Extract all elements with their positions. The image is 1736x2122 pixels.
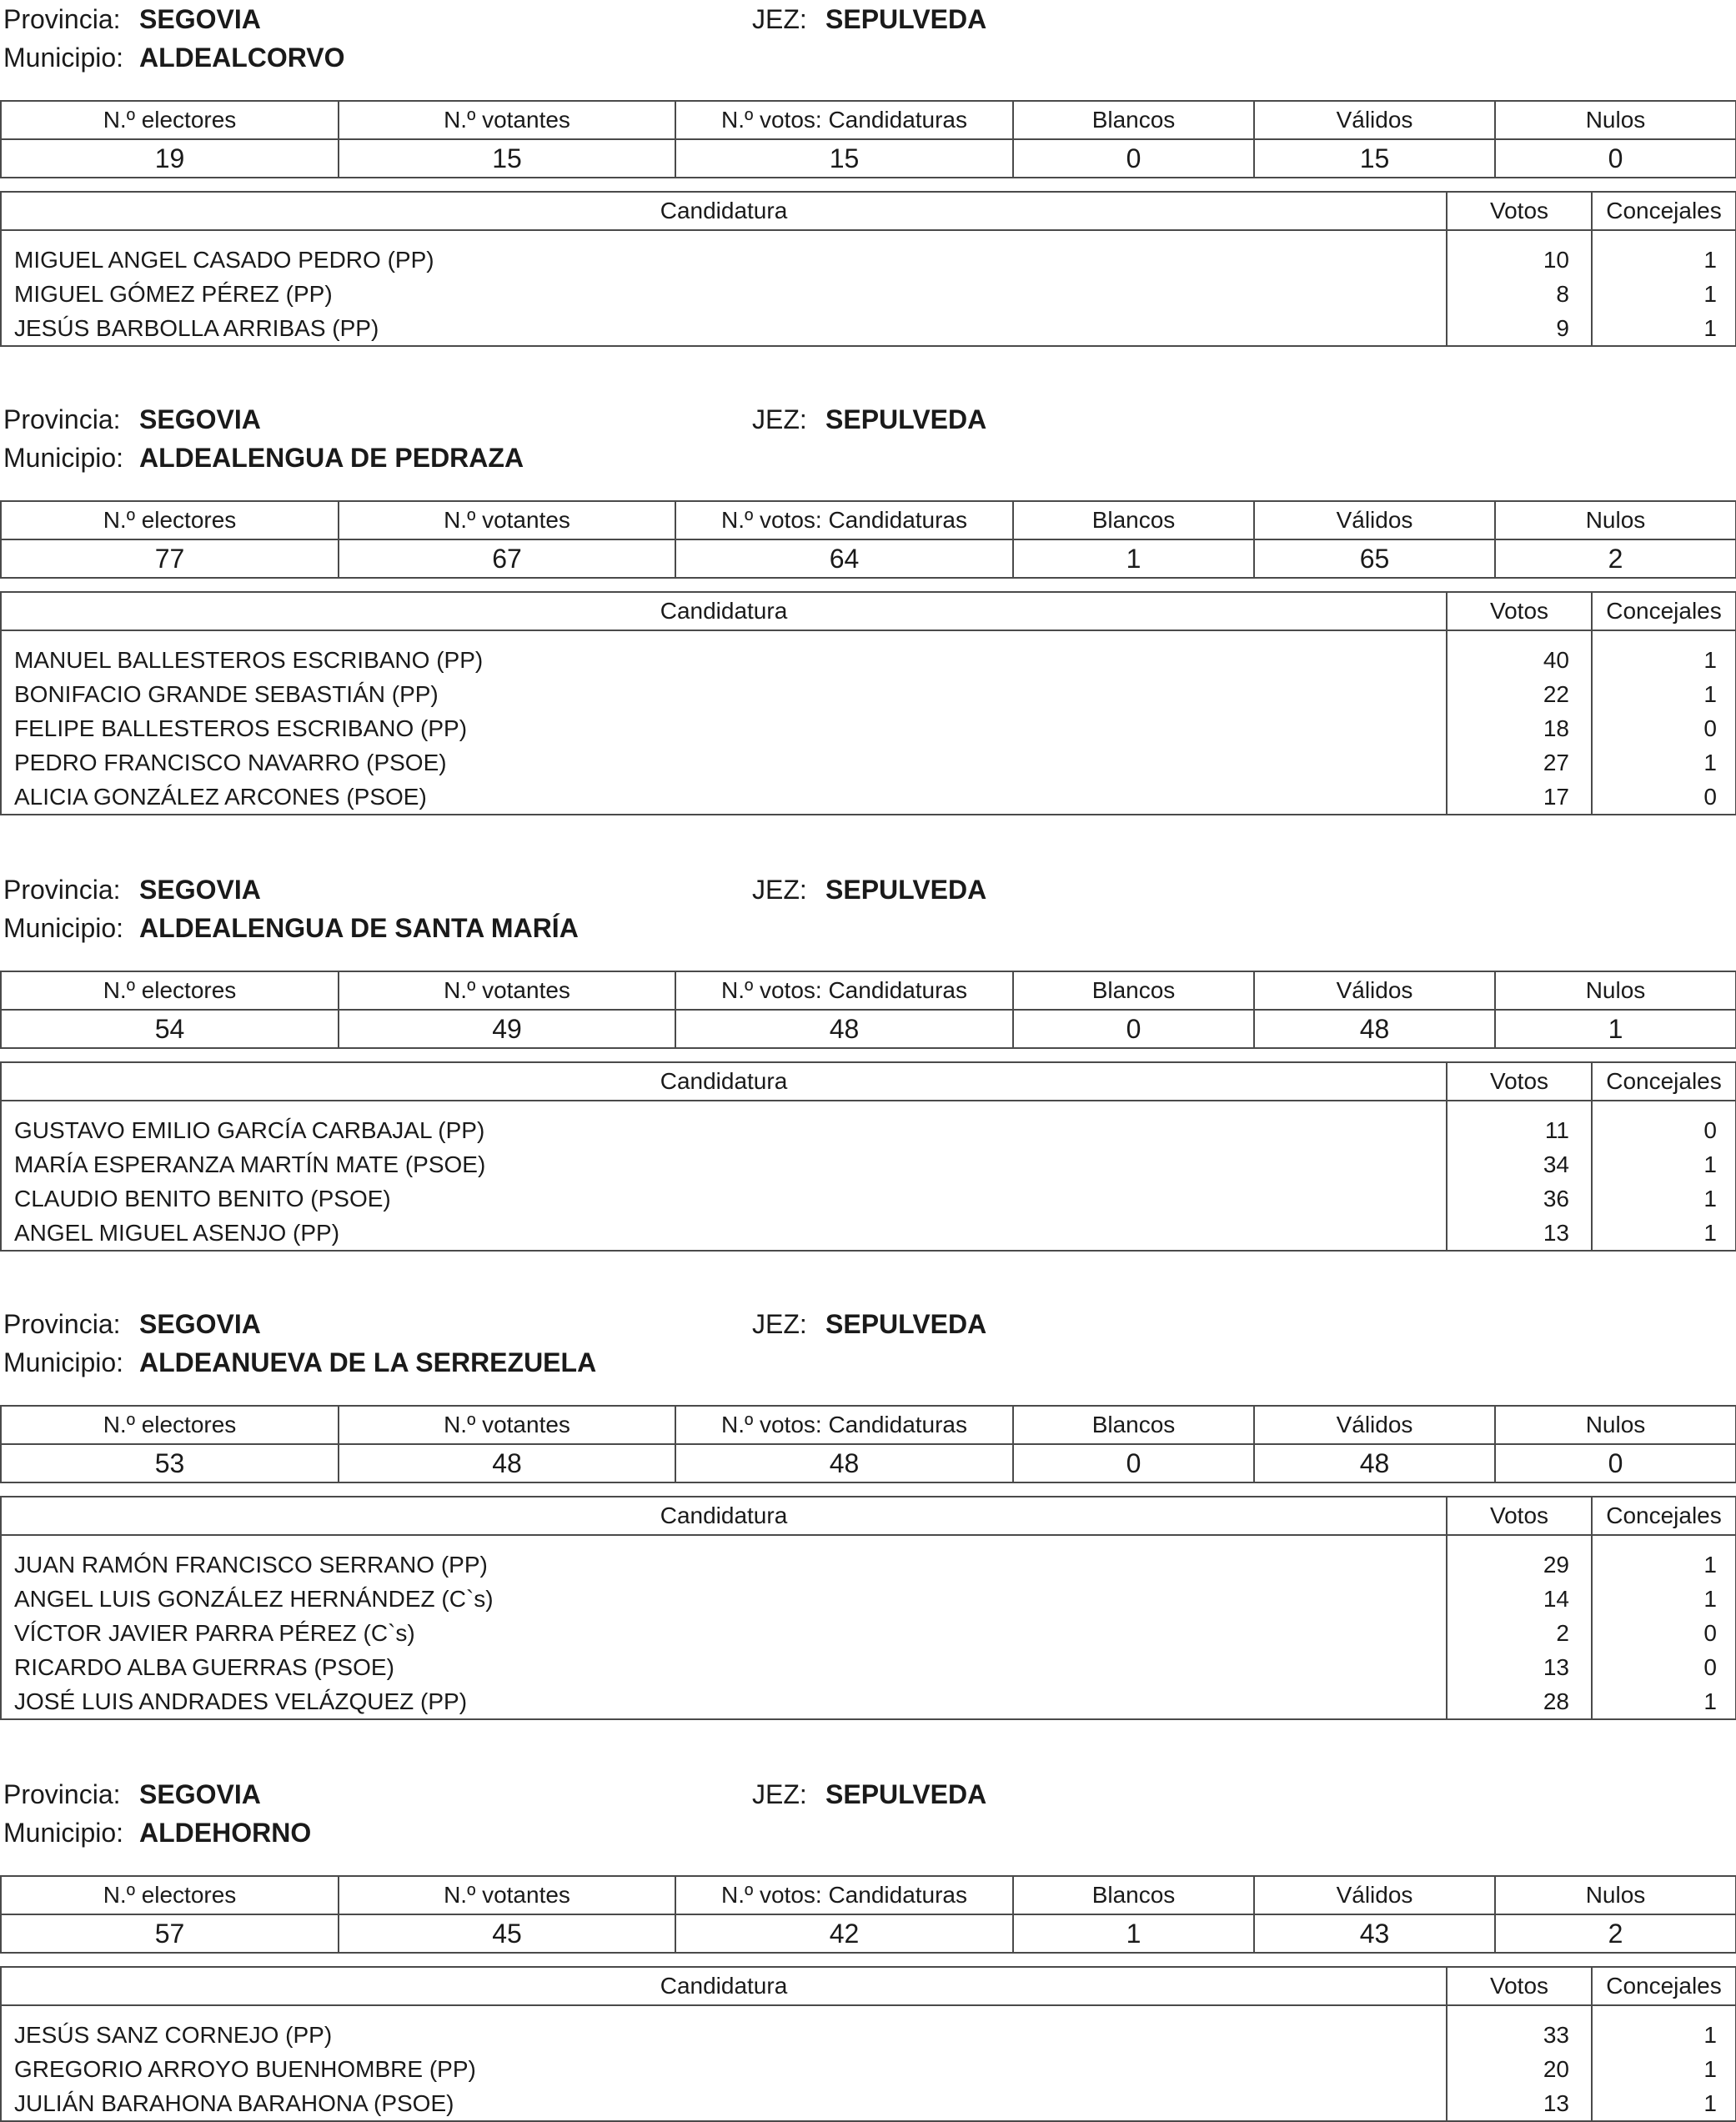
table-row bbox=[1, 2005, 1736, 2052]
votos-header: Votos bbox=[1447, 1967, 1592, 2005]
stats-values-row bbox=[1, 539, 1736, 578]
stats-values-row bbox=[1, 1010, 1736, 1048]
candidate-concejales: 1 bbox=[1592, 745, 1736, 780]
municipio-value: ALDEHORNO bbox=[139, 1818, 312, 1848]
stats-table bbox=[0, 1405, 1736, 1483]
nulos-value: 2 bbox=[1495, 539, 1736, 578]
candidate-votos: 13 bbox=[1447, 1216, 1592, 1251]
table-row bbox=[1, 1684, 1736, 1719]
electores-value: 77 bbox=[1, 539, 339, 578]
validos-header: Válidos bbox=[1254, 1406, 1495, 1444]
validos-header: Válidos bbox=[1254, 501, 1495, 539]
provincia-label: Provincia: bbox=[3, 4, 121, 34]
candidate-votos: 8 bbox=[1447, 277, 1592, 311]
candidatura-header: Candidatura bbox=[1, 1967, 1447, 2005]
municipio-label: Municipio: bbox=[3, 1818, 124, 1848]
stats-header-row bbox=[1, 1406, 1736, 1444]
candidate-concejales: 1 bbox=[1592, 311, 1736, 346]
candidate-votos: 13 bbox=[1447, 2086, 1592, 2121]
electores-header: N.º electores bbox=[1, 101, 339, 139]
votos-candidaturas-header: N.º votos: Candidaturas bbox=[675, 1876, 1013, 1914]
candidate-concejales: 1 bbox=[1592, 1147, 1736, 1181]
jez-label: JEZ: bbox=[752, 1309, 807, 1339]
provincia-row bbox=[0, 400, 1736, 439]
provincia-value: SEGOVIA bbox=[139, 4, 261, 34]
provincia-label: Provincia: bbox=[3, 1309, 121, 1339]
table-row bbox=[1, 1616, 1736, 1650]
stats-header-row bbox=[1, 1876, 1736, 1914]
candidate-name: ANGEL LUIS GONZÁLEZ HERNÁNDEZ (C`s) bbox=[1, 1582, 1447, 1616]
candidate-votos: 13 bbox=[1447, 1650, 1592, 1684]
candidate-name: MIGUEL ANGEL CASADO PEDRO (PP) bbox=[1, 230, 1447, 277]
votos-header: Votos bbox=[1447, 192, 1592, 230]
votantes-header: N.º votantes bbox=[339, 971, 675, 1010]
table-row bbox=[1, 1582, 1736, 1616]
validos-header: Válidos bbox=[1254, 1876, 1495, 1914]
candidates-table bbox=[0, 1496, 1736, 1720]
blancos-header: Blancos bbox=[1013, 971, 1254, 1010]
stats-values-row bbox=[1, 1914, 1736, 1953]
candidate-votos: 20 bbox=[1447, 2052, 1592, 2086]
candidate-concejales: 1 bbox=[1592, 630, 1736, 677]
validos-value: 48 bbox=[1254, 1444, 1495, 1482]
blancos-value: 1 bbox=[1013, 539, 1254, 578]
validos-value: 65 bbox=[1254, 539, 1495, 578]
validos-value: 15 bbox=[1254, 139, 1495, 178]
candidate-name: VÍCTOR JAVIER PARRA PÉREZ (C`s) bbox=[1, 1616, 1447, 1650]
candidate-name: JESÚS SANZ CORNEJO (PP) bbox=[1, 2005, 1447, 2052]
table-row bbox=[1, 277, 1736, 311]
votantes-value: 49 bbox=[339, 1010, 675, 1048]
candidate-name: BONIFACIO GRANDE SEBASTIÁN (PP) bbox=[1, 677, 1447, 711]
candidate-name: ALICIA GONZÁLEZ ARCONES (PSOE) bbox=[1, 780, 1447, 815]
table-row bbox=[1, 1101, 1736, 1147]
candidate-concejales: 1 bbox=[1592, 1535, 1736, 1582]
jez-value: SEPULVEDA bbox=[825, 4, 987, 34]
candidates-table bbox=[0, 1966, 1736, 2122]
jez-label: JEZ: bbox=[752, 404, 807, 434]
votantes-header: N.º votantes bbox=[339, 101, 675, 139]
blancos-header: Blancos bbox=[1013, 101, 1254, 139]
candidatura-header: Candidatura bbox=[1, 1497, 1447, 1535]
candidate-name: MIGUEL GÓMEZ PÉREZ (PP) bbox=[1, 277, 1447, 311]
candidate-name: JOSÉ LUIS ANDRADES VELÁZQUEZ (PP) bbox=[1, 1684, 1447, 1719]
table-row bbox=[1, 311, 1736, 346]
candidate-votos: 9 bbox=[1447, 311, 1592, 346]
candidate-votos: 34 bbox=[1447, 1147, 1592, 1181]
jez-value: SEPULVEDA bbox=[825, 1779, 987, 1809]
candidate-concejales: 0 bbox=[1592, 780, 1736, 815]
concejales-header: Concejales bbox=[1592, 1497, 1736, 1535]
candidate-concejales: 0 bbox=[1592, 1101, 1736, 1147]
table-row bbox=[1, 2086, 1736, 2121]
jez-value: SEPULVEDA bbox=[825, 404, 987, 434]
candidate-concejales: 1 bbox=[1592, 2005, 1736, 2052]
candidate-votos: 27 bbox=[1447, 745, 1592, 780]
candidate-votos: 10 bbox=[1447, 230, 1592, 277]
municipio-row bbox=[0, 1813, 1736, 1852]
votantes-value: 48 bbox=[339, 1444, 675, 1482]
candidate-concejales: 1 bbox=[1592, 677, 1736, 711]
candidate-votos: 33 bbox=[1447, 2005, 1592, 2052]
candidate-votos: 36 bbox=[1447, 1181, 1592, 1216]
municipio-value: ALDEALENGUA DE SANTA MARÍA bbox=[139, 913, 579, 943]
jez-label: JEZ: bbox=[752, 1779, 807, 1809]
candidate-name: JUAN RAMÓN FRANCISCO SERRANO (PP) bbox=[1, 1535, 1447, 1582]
municipio-row bbox=[0, 38, 1736, 77]
candidate-votos: 17 bbox=[1447, 780, 1592, 815]
jez-label: JEZ: bbox=[752, 875, 807, 905]
validos-value: 48 bbox=[1254, 1010, 1495, 1048]
municipio-value: ALDEALENGUA DE PEDRAZA bbox=[139, 443, 524, 473]
municipio-label: Municipio: bbox=[3, 913, 124, 943]
provincia-label: Provincia: bbox=[3, 404, 121, 434]
blancos-value: 0 bbox=[1013, 139, 1254, 178]
blancos-header: Blancos bbox=[1013, 1406, 1254, 1444]
validos-header: Válidos bbox=[1254, 101, 1495, 139]
votos-candidaturas-value: 15 bbox=[675, 139, 1013, 178]
stats-header-row bbox=[1, 971, 1736, 1010]
blancos-header: Blancos bbox=[1013, 501, 1254, 539]
blancos-value: 0 bbox=[1013, 1010, 1254, 1048]
nulos-header: Nulos bbox=[1495, 501, 1736, 539]
stats-table bbox=[0, 500, 1736, 579]
candidate-concejales: 1 bbox=[1592, 1181, 1736, 1216]
municipio-value: ALDEANUEVA DE LA SERREZUELA bbox=[139, 1347, 597, 1377]
votos-header: Votos bbox=[1447, 1062, 1592, 1101]
votantes-header: N.º votantes bbox=[339, 1876, 675, 1914]
candidates-header-row bbox=[1, 1062, 1736, 1101]
table-row bbox=[1, 230, 1736, 277]
candidates-header-row bbox=[1, 592, 1736, 630]
candidate-concejales: 0 bbox=[1592, 1650, 1736, 1684]
votos-candidaturas-value: 48 bbox=[675, 1444, 1013, 1482]
blancos-header: Blancos bbox=[1013, 1876, 1254, 1914]
candidate-concejales: 1 bbox=[1592, 2052, 1736, 2086]
stats-table bbox=[0, 971, 1736, 1049]
votos-header: Votos bbox=[1447, 592, 1592, 630]
candidate-name: GREGORIO ARROYO BUENHOMBRE (PP) bbox=[1, 2052, 1447, 2086]
validos-value: 43 bbox=[1254, 1914, 1495, 1953]
stats-values-row bbox=[1, 139, 1736, 178]
candidate-votos: 2 bbox=[1447, 1616, 1592, 1650]
stats-header-row bbox=[1, 101, 1736, 139]
votos-candidaturas-header: N.º votos: Candidaturas bbox=[675, 1406, 1013, 1444]
validos-header: Válidos bbox=[1254, 971, 1495, 1010]
table-row bbox=[1, 1216, 1736, 1251]
candidate-name: PEDRO FRANCISCO NAVARRO (PSOE) bbox=[1, 745, 1447, 780]
municipio-row bbox=[0, 439, 1736, 477]
nulos-header: Nulos bbox=[1495, 971, 1736, 1010]
votos-candidaturas-value: 48 bbox=[675, 1010, 1013, 1048]
municipio-label: Municipio: bbox=[3, 443, 124, 473]
candidate-votos: 28 bbox=[1447, 1684, 1592, 1719]
votantes-value: 15 bbox=[339, 139, 675, 178]
candidates-table bbox=[0, 591, 1736, 815]
table-row bbox=[1, 711, 1736, 745]
concejales-header: Concejales bbox=[1592, 592, 1736, 630]
stats-header-row bbox=[1, 501, 1736, 539]
candidate-name: CLAUDIO BENITO BENITO (PSOE) bbox=[1, 1181, 1447, 1216]
nulos-value: 2 bbox=[1495, 1914, 1736, 1953]
votos-candidaturas-header: N.º votos: Candidaturas bbox=[675, 101, 1013, 139]
provincia-label: Provincia: bbox=[3, 875, 121, 905]
table-row bbox=[1, 1535, 1736, 1582]
candidate-name: GUSTAVO EMILIO GARCÍA CARBAJAL (PP) bbox=[1, 1101, 1447, 1147]
municipio-label: Municipio: bbox=[3, 43, 124, 73]
jez-label: JEZ: bbox=[752, 4, 807, 34]
candidate-name: RICARDO ALBA GUERRAS (PSOE) bbox=[1, 1650, 1447, 1684]
municipio-row bbox=[0, 1343, 1736, 1382]
nulos-header: Nulos bbox=[1495, 1876, 1736, 1914]
provincia-row bbox=[0, 1305, 1736, 1343]
electores-header: N.º electores bbox=[1, 971, 339, 1010]
provincia-value: SEGOVIA bbox=[139, 1779, 261, 1809]
candidates-header-row bbox=[1, 192, 1736, 230]
votos-candidaturas-header: N.º votos: Candidaturas bbox=[675, 971, 1013, 1010]
candidate-concejales: 1 bbox=[1592, 1582, 1736, 1616]
provincia-value: SEGOVIA bbox=[139, 1309, 261, 1339]
municipio-value: ALDEALCORVO bbox=[139, 43, 345, 73]
votos-header: Votos bbox=[1447, 1497, 1592, 1535]
municipio-label: Municipio: bbox=[3, 1347, 124, 1377]
votantes-value: 45 bbox=[339, 1914, 675, 1953]
electores-value: 53 bbox=[1, 1444, 339, 1482]
table-row bbox=[1, 677, 1736, 711]
electores-value: 19 bbox=[1, 139, 339, 178]
candidate-votos: 29 bbox=[1447, 1535, 1592, 1582]
candidate-name: JESÚS BARBOLLA ARRIBAS (PP) bbox=[1, 311, 1447, 346]
provincia-row bbox=[0, 1775, 1736, 1813]
table-row bbox=[1, 745, 1736, 780]
stats-table bbox=[0, 1875, 1736, 1954]
candidatura-header: Candidatura bbox=[1, 192, 1447, 230]
provincia-value: SEGOVIA bbox=[139, 404, 261, 434]
candidate-concejales: 1 bbox=[1592, 1216, 1736, 1251]
candidatura-header: Candidatura bbox=[1, 1062, 1447, 1101]
candidate-votos: 22 bbox=[1447, 677, 1592, 711]
votos-candidaturas-value: 64 bbox=[675, 539, 1013, 578]
votantes-header: N.º votantes bbox=[339, 501, 675, 539]
candidate-name: FELIPE BALLESTEROS ESCRIBANO (PP) bbox=[1, 711, 1447, 745]
stats-values-row bbox=[1, 1444, 1736, 1482]
candidate-concejales: 1 bbox=[1592, 2086, 1736, 2121]
electores-header: N.º electores bbox=[1, 501, 339, 539]
blancos-value: 0 bbox=[1013, 1444, 1254, 1482]
candidate-concejales: 1 bbox=[1592, 1684, 1736, 1719]
table-row bbox=[1, 780, 1736, 815]
jez-value: SEPULVEDA bbox=[825, 1309, 987, 1339]
stats-table bbox=[0, 100, 1736, 178]
candidates-table bbox=[0, 1061, 1736, 1252]
votantes-header: N.º votantes bbox=[339, 1406, 675, 1444]
electores-header: N.º electores bbox=[1, 1406, 339, 1444]
candidatura-header: Candidatura bbox=[1, 592, 1447, 630]
candidate-votos: 14 bbox=[1447, 1582, 1592, 1616]
candidate-concejales: 1 bbox=[1592, 230, 1736, 277]
votantes-value: 67 bbox=[339, 539, 675, 578]
nulos-value: 0 bbox=[1495, 139, 1736, 178]
candidate-concejales: 0 bbox=[1592, 1616, 1736, 1650]
concejales-header: Concejales bbox=[1592, 1062, 1736, 1101]
electores-header: N.º electores bbox=[1, 1876, 339, 1914]
municipio-row bbox=[0, 909, 1736, 947]
candidates-header-row bbox=[1, 1967, 1736, 2005]
table-row bbox=[1, 1650, 1736, 1684]
candidates-header-row bbox=[1, 1497, 1736, 1535]
table-row bbox=[1, 1181, 1736, 1216]
candidate-votos: 11 bbox=[1447, 1101, 1592, 1147]
candidate-votos: 40 bbox=[1447, 630, 1592, 677]
candidates-table bbox=[0, 191, 1736, 347]
jez-value: SEPULVEDA bbox=[825, 875, 987, 905]
candidate-votos: 18 bbox=[1447, 711, 1592, 745]
concejales-header: Concejales bbox=[1592, 192, 1736, 230]
candidate-name: MANUEL BALLESTEROS ESCRIBANO (PP) bbox=[1, 630, 1447, 677]
candidate-name: ANGEL MIGUEL ASENJO (PP) bbox=[1, 1216, 1447, 1251]
electores-value: 54 bbox=[1, 1010, 339, 1048]
nulos-header: Nulos bbox=[1495, 101, 1736, 139]
concejales-header: Concejales bbox=[1592, 1967, 1736, 2005]
provincia-row bbox=[0, 0, 1736, 38]
candidate-concejales: 1 bbox=[1592, 277, 1736, 311]
provincia-label: Provincia: bbox=[3, 1779, 121, 1809]
provincia-row bbox=[0, 870, 1736, 909]
nulos-value: 1 bbox=[1495, 1010, 1736, 1048]
provincia-value: SEGOVIA bbox=[139, 875, 261, 905]
candidate-concejales: 0 bbox=[1592, 711, 1736, 745]
candidate-name: MARÍA ESPERANZA MARTÍN MATE (PSOE) bbox=[1, 1147, 1447, 1181]
nulos-header: Nulos bbox=[1495, 1406, 1736, 1444]
nulos-value: 0 bbox=[1495, 1444, 1736, 1482]
votos-candidaturas-header: N.º votos: Candidaturas bbox=[675, 501, 1013, 539]
table-row bbox=[1, 630, 1736, 677]
candidate-name: JULIÁN BARAHONA BARAHONA (PSOE) bbox=[1, 2086, 1447, 2121]
table-row bbox=[1, 1147, 1736, 1181]
electores-value: 57 bbox=[1, 1914, 339, 1953]
blancos-value: 1 bbox=[1013, 1914, 1254, 1953]
table-row bbox=[1, 2052, 1736, 2086]
votos-candidaturas-value: 42 bbox=[675, 1914, 1013, 1953]
